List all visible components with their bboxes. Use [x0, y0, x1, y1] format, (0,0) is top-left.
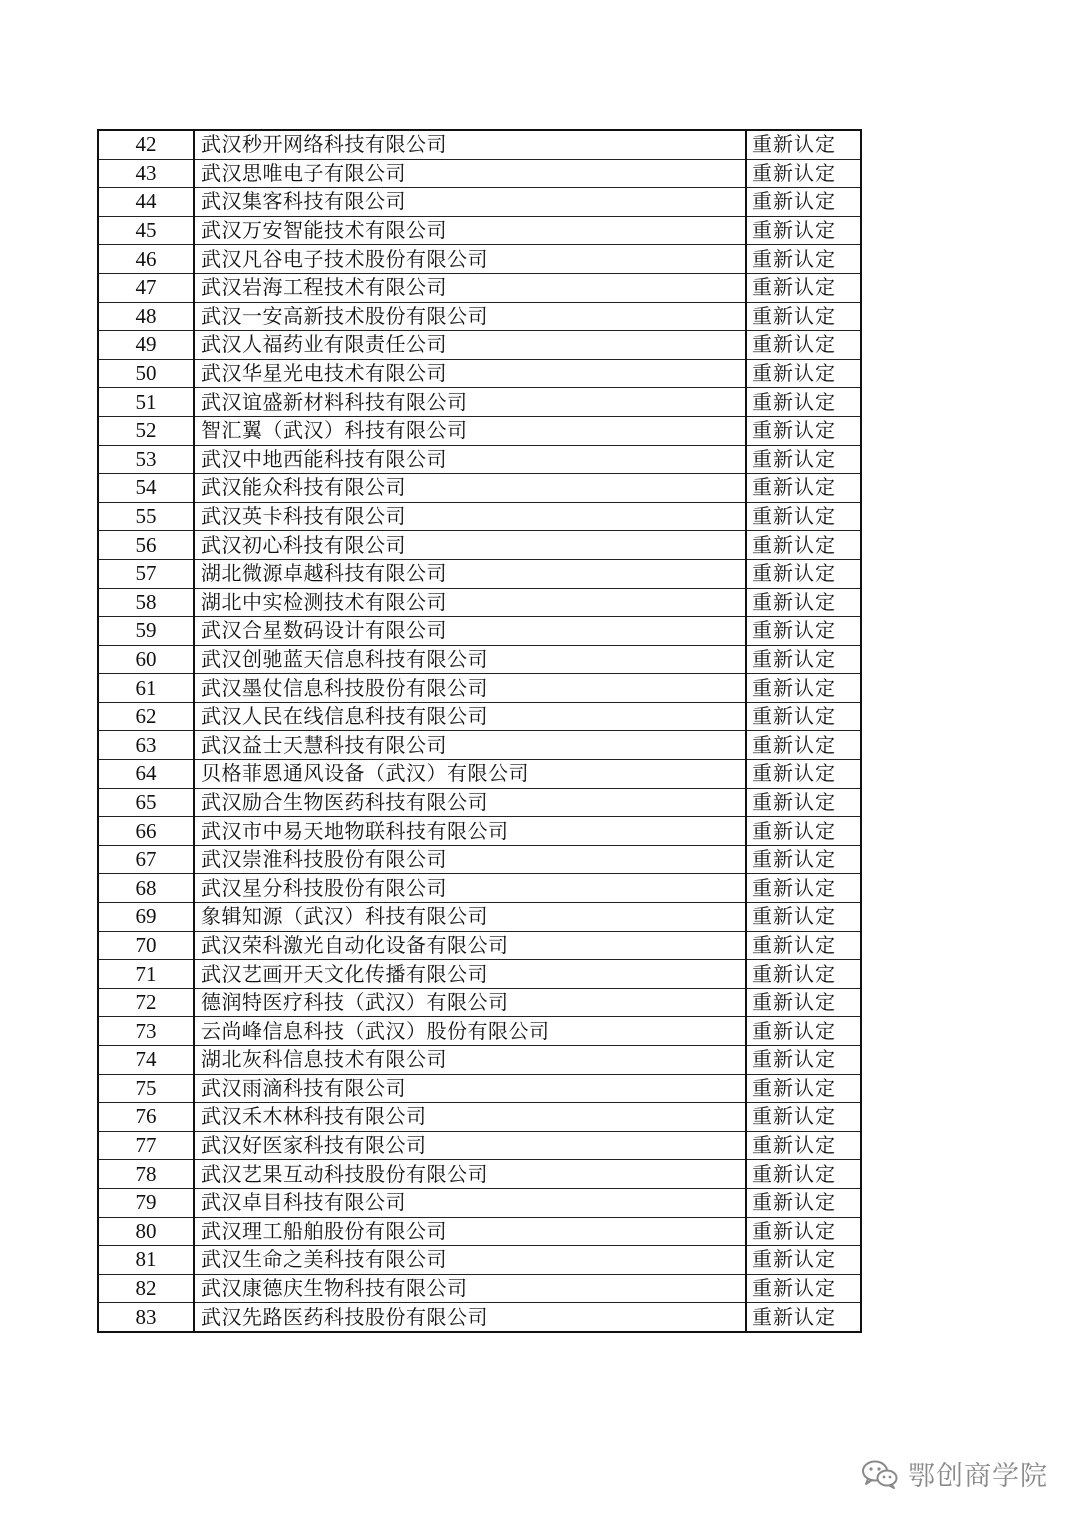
company-name: 武汉卓目科技有限公司: [194, 1188, 746, 1217]
certification-status: 重新认定: [746, 1217, 861, 1246]
table-row: [98, 302, 861, 331]
row-number: 65: [98, 788, 194, 817]
table-row: [98, 1160, 861, 1189]
row-number: 45: [98, 216, 194, 245]
company-name: 武汉艺画开天文化传播有限公司: [194, 960, 746, 989]
company-name: 武汉雨滴科技有限公司: [194, 1074, 746, 1103]
company-name: 武汉创驰蓝天信息科技有限公司: [194, 645, 746, 674]
company-name: 武汉墨仗信息科技股份有限公司: [194, 674, 746, 703]
row-number: 71: [98, 960, 194, 989]
certification-status: 重新认定: [746, 988, 861, 1017]
certification-status: 重新认定: [746, 845, 861, 874]
table-row: [98, 159, 861, 188]
certification-status: 重新认定: [746, 1303, 861, 1332]
certification-status: 重新认定: [746, 674, 861, 703]
row-number: 67: [98, 845, 194, 874]
company-name: 武汉康德庆生物科技有限公司: [194, 1274, 746, 1303]
table-row: [98, 130, 861, 159]
table-row: [98, 445, 861, 474]
table-row: [98, 874, 861, 903]
table-row: [98, 960, 861, 989]
certification-status: 重新认定: [746, 474, 861, 503]
table-row: [98, 702, 861, 731]
company-name: 武汉人福药业有限责任公司: [194, 331, 746, 360]
table-row: [98, 474, 861, 503]
company-name: 武汉艺果互动科技股份有限公司: [194, 1160, 746, 1189]
certification-status: 重新认定: [746, 1246, 861, 1275]
table-row: [98, 988, 861, 1017]
row-number: 56: [98, 531, 194, 560]
certification-status: 重新认定: [746, 931, 861, 960]
certification-status: 重新认定: [746, 817, 861, 846]
table-row: [98, 1074, 861, 1103]
company-name: 武汉好医家科技有限公司: [194, 1131, 746, 1160]
company-name: 武汉中地西能科技有限公司: [194, 445, 746, 474]
company-name: 武汉星分科技股份有限公司: [194, 874, 746, 903]
certification-status: 重新认定: [746, 130, 861, 159]
table-row: [98, 1046, 861, 1075]
table-row: [98, 1103, 861, 1132]
row-number: 48: [98, 302, 194, 331]
table-row: [98, 1303, 861, 1332]
row-number: 59: [98, 617, 194, 646]
table-row: [98, 760, 861, 789]
row-number: 66: [98, 817, 194, 846]
row-number: 58: [98, 588, 194, 617]
certification-status: 重新认定: [746, 645, 861, 674]
row-number: 51: [98, 388, 194, 417]
company-name: 武汉合星数码设计有限公司: [194, 617, 746, 646]
certification-status: 重新认定: [746, 588, 861, 617]
row-number: 55: [98, 502, 194, 531]
certification-status: 重新认定: [746, 1274, 861, 1303]
row-number: 78: [98, 1160, 194, 1189]
certification-status: 重新认定: [746, 273, 861, 302]
company-name: 武汉思唯电子有限公司: [194, 159, 746, 188]
certification-status: 重新认定: [746, 874, 861, 903]
company-name: 武汉初心科技有限公司: [194, 531, 746, 560]
company-name: 武汉荣科激光自动化设备有限公司: [194, 931, 746, 960]
company-table: [97, 129, 862, 1333]
row-number: 49: [98, 331, 194, 360]
row-number: 73: [98, 1017, 194, 1046]
certification-status: 重新认定: [746, 502, 861, 531]
row-number: 54: [98, 474, 194, 503]
row-number: 46: [98, 245, 194, 274]
certification-status: 重新认定: [746, 388, 861, 417]
row-number: 69: [98, 903, 194, 932]
certification-status: 重新认定: [746, 245, 861, 274]
table-row: [98, 788, 861, 817]
table-row: [98, 245, 861, 274]
certification-status: 重新认定: [746, 216, 861, 245]
table-row: [98, 1017, 861, 1046]
company-name: 智汇翼（武汉）科技有限公司: [194, 416, 746, 445]
table-body: [98, 130, 861, 1332]
company-name: 武汉人民在线信息科技有限公司: [194, 702, 746, 731]
row-number: 47: [98, 273, 194, 302]
table-row: [98, 617, 861, 646]
certification-status: 重新认定: [746, 788, 861, 817]
company-name: 湖北微源卓越科技有限公司: [194, 559, 746, 588]
company-name: 武汉一安高新技术股份有限公司: [194, 302, 746, 331]
row-number: 80: [98, 1217, 194, 1246]
row-number: 63: [98, 731, 194, 760]
row-number: 82: [98, 1274, 194, 1303]
certification-status: 重新认定: [746, 1131, 861, 1160]
company-name: 武汉市中易天地物联科技有限公司: [194, 817, 746, 846]
certification-status: 重新认定: [746, 1103, 861, 1132]
company-name: 武汉华星光电技术有限公司: [194, 359, 746, 388]
row-number: 60: [98, 645, 194, 674]
table-row: [98, 531, 861, 560]
row-number: 62: [98, 702, 194, 731]
table-row: [98, 674, 861, 703]
company-name: 武汉生命之美科技有限公司: [194, 1246, 746, 1275]
certification-status: 重新认定: [746, 416, 861, 445]
company-name: 武汉益士天慧科技有限公司: [194, 731, 746, 760]
row-number: 72: [98, 988, 194, 1017]
company-name: 武汉英卡科技有限公司: [194, 502, 746, 531]
table-row: [98, 1131, 861, 1160]
certification-status: 重新认定: [746, 445, 861, 474]
company-name: 武汉集客科技有限公司: [194, 188, 746, 217]
table-row: [98, 216, 861, 245]
company-name: 武汉凡谷电子技术股份有限公司: [194, 245, 746, 274]
company-name: 武汉能众科技有限公司: [194, 474, 746, 503]
certification-status: 重新认定: [746, 559, 861, 588]
row-number: 50: [98, 359, 194, 388]
row-number: 42: [98, 130, 194, 159]
certification-status: 重新认定: [746, 1188, 861, 1217]
row-number: 43: [98, 159, 194, 188]
company-name: 武汉岩海工程技术有限公司: [194, 273, 746, 302]
table-row: [98, 817, 861, 846]
certification-status: 重新认定: [746, 1046, 861, 1075]
row-number: 44: [98, 188, 194, 217]
row-number: 75: [98, 1074, 194, 1103]
certification-status: 重新认定: [746, 1017, 861, 1046]
company-name: 武汉理工船舶股份有限公司: [194, 1217, 746, 1246]
table-row: [98, 273, 861, 302]
table-row: [98, 845, 861, 874]
certification-status: 重新认定: [746, 302, 861, 331]
company-name: 武汉崇淮科技股份有限公司: [194, 845, 746, 874]
certification-status: 重新认定: [746, 960, 861, 989]
table-row: [98, 188, 861, 217]
company-name: 武汉先路医药科技股份有限公司: [194, 1303, 746, 1332]
certification-status: 重新认定: [746, 903, 861, 932]
row-number: 57: [98, 559, 194, 588]
company-name: 武汉禾木林科技有限公司: [194, 1103, 746, 1132]
table-row: [98, 559, 861, 588]
table-row: [98, 645, 861, 674]
table-row: [98, 359, 861, 388]
certification-status: 重新认定: [746, 359, 861, 388]
row-number: 81: [98, 1246, 194, 1275]
table-row: [98, 903, 861, 932]
row-number: 68: [98, 874, 194, 903]
company-name: 云尚峰信息科技（武汉）股份有限公司: [194, 1017, 746, 1046]
company-name: 湖北灰科信息技术有限公司: [194, 1046, 746, 1075]
row-number: 70: [98, 931, 194, 960]
certification-status: 重新认定: [746, 702, 861, 731]
table-row: [98, 1274, 861, 1303]
certification-status: 重新认定: [746, 331, 861, 360]
certification-status: 重新认定: [746, 617, 861, 646]
company-name: 象辑知源（武汉）科技有限公司: [194, 903, 746, 932]
company-name: 贝格菲恩通风设备（武汉）有限公司: [194, 760, 746, 789]
company-name: 武汉秒开网络科技有限公司: [194, 130, 746, 159]
certification-status: 重新认定: [746, 731, 861, 760]
row-number: 64: [98, 760, 194, 789]
table-row: [98, 502, 861, 531]
certification-status: 重新认定: [746, 760, 861, 789]
certification-status: 重新认定: [746, 188, 861, 217]
certification-status: 重新认定: [746, 159, 861, 188]
table-row: [98, 931, 861, 960]
company-name: 湖北中实检测技术有限公司: [194, 588, 746, 617]
table-row: [98, 388, 861, 417]
row-number: 61: [98, 674, 194, 703]
row-number: 77: [98, 1131, 194, 1160]
row-number: 74: [98, 1046, 194, 1075]
table-row: [98, 588, 861, 617]
wechat-icon: [860, 1458, 900, 1490]
certification-status: 重新认定: [746, 531, 861, 560]
watermark: [860, 1454, 1048, 1493]
table-row: [98, 1217, 861, 1246]
row-number: 76: [98, 1103, 194, 1132]
watermark-text: 鄂创商学院: [908, 1461, 1048, 1492]
certification-status: 重新认定: [746, 1074, 861, 1103]
table-row: [98, 731, 861, 760]
row-number: 79: [98, 1188, 194, 1217]
table-row: [98, 416, 861, 445]
company-name: 德润特医疗科技（武汉）有限公司: [194, 988, 746, 1017]
certification-status: 重新认定: [746, 1160, 861, 1189]
row-number: 83: [98, 1303, 194, 1332]
row-number: 52: [98, 416, 194, 445]
table-row: [98, 331, 861, 360]
company-name: 武汉谊盛新材料科技有限公司: [194, 388, 746, 417]
row-number: 53: [98, 445, 194, 474]
company-name: 武汉万安智能技术有限公司: [194, 216, 746, 245]
table-row: [98, 1188, 861, 1217]
company-name: 武汉励合生物医药科技有限公司: [194, 788, 746, 817]
table-row: [98, 1246, 861, 1275]
